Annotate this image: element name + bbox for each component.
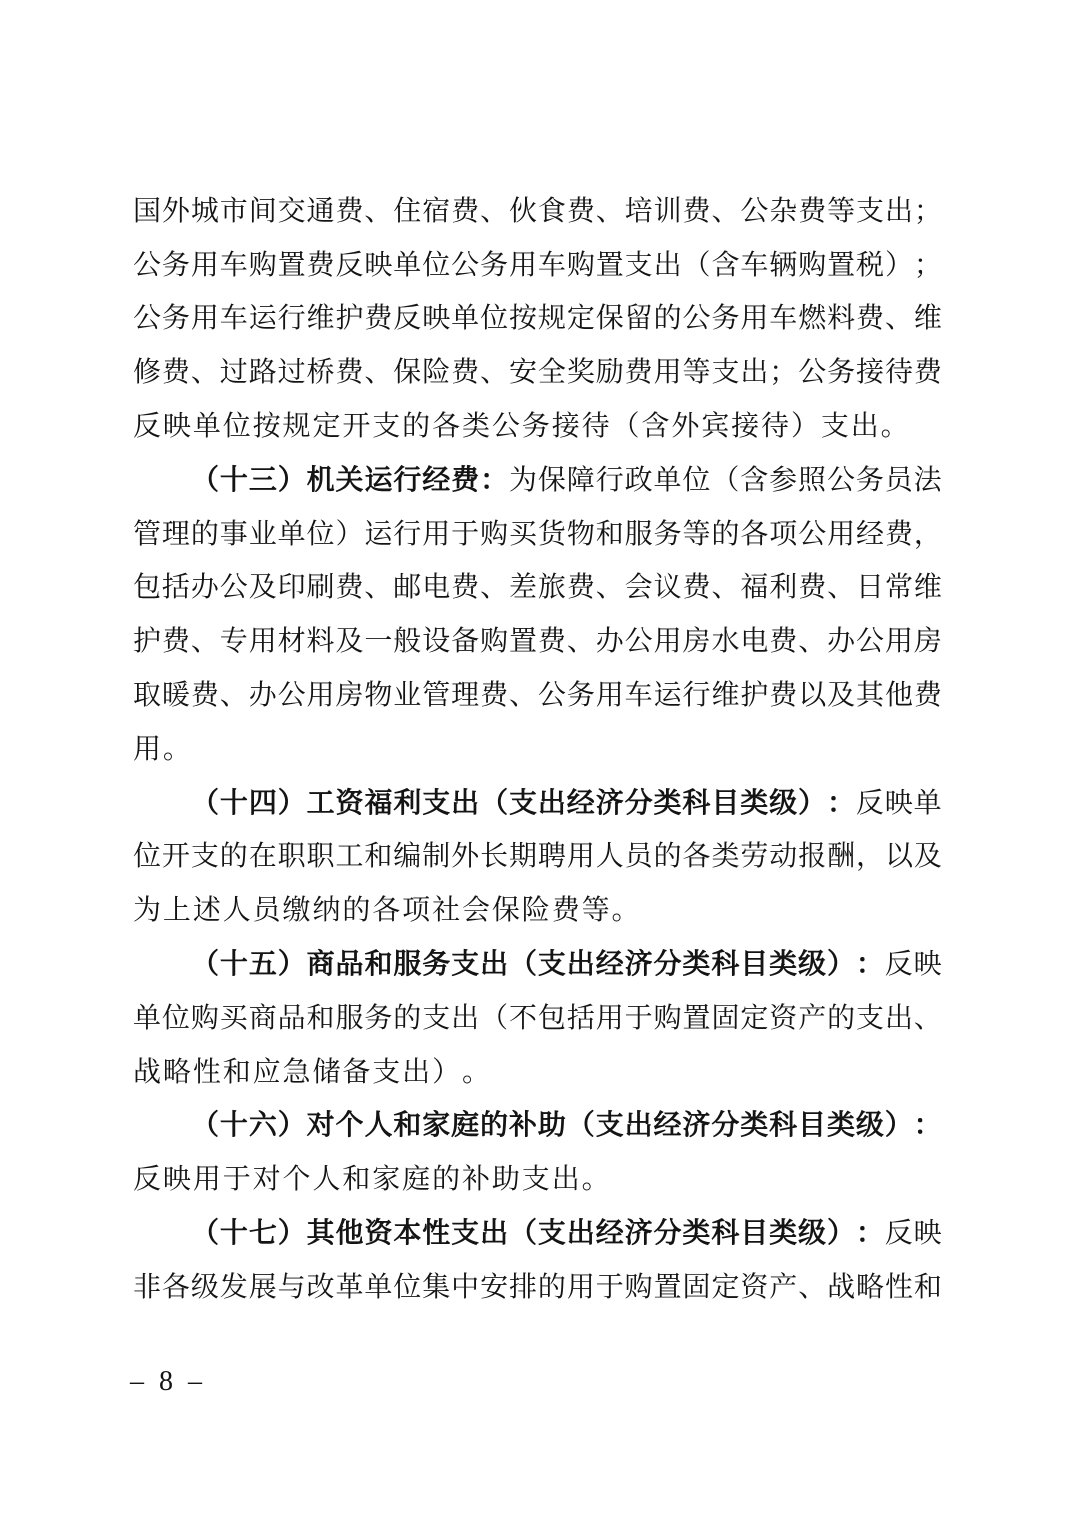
text-line: 战 略 性 和 应 急 储 备 支 出 ） 。	[133, 1056, 490, 1088]
text-line: 用 。	[133, 733, 191, 765]
text-line: 护 费 、 专 用 材 料 及 一 般 设 备 购 置 费 、 办 公 用 房 水 电 费 、 办 公 用 房	[133, 626, 942, 658]
text-line: 反 映 单 位 按 规 定 开 支 的 各 类 公 务 接 待 （ 含 外 宾 接 待 ） 支 出 。	[133, 411, 909, 443]
text-line: 公 务 用 车 运 行 维 护 费 反 映 单 位 按 规 定 保 留 的 公 务 用 车 燃 料 费 、 维	[133, 303, 942, 335]
text-line: （ 十 七 ） 其 他 资 本 性 支 出 （ 支 出 经 济 分 类 科 目 类 级 ） ： 反 映	[191, 1218, 942, 1250]
paragraph	[133, 935, 942, 1096]
paragraph	[133, 774, 942, 935]
page-number: – 8 –	[130, 1366, 206, 1397]
text-line: （ 十 三 ） 机 关 运 行 经 费 ： 为 保 障 行 政 单 位 （ 含 参 照 公 务 员 法	[191, 464, 942, 496]
text-line: 修 费 、 过 路 过 桥 费 、 保 险 费 、 安 全 奖 励 费 用 等 支 出 ； 公 务 接 待 费	[133, 357, 942, 389]
text-line: 反 映 用 于 对 个 人 和 家 庭 的 补 助 支 出 。	[133, 1164, 610, 1196]
text-line: 国 外 城 市 间 交 通 费 、 住 宿 费 、 伙 食 费 、 培 训 费 、 公 杂 费 等 支 出 ；	[133, 195, 942, 227]
paragraph	[133, 1097, 942, 1205]
text-line: （ 十 五 ） 商 品 和 服 务 支 出 （ 支 出 经 济 分 类 科 目 类 级 ） ： 反 映	[191, 949, 942, 981]
text-line: （ 十 六 ） 对 个 人 和 家 庭 的 补 助 （ 支 出 经 济 分 类 科 目 类 级 ） ：	[191, 1110, 942, 1142]
text-line: 单 位 购 买 商 品 和 服 务 的 支 出 （ 不 包 括 用 于 购 置 固 定 资 产 的 支 出 、	[133, 1002, 942, 1034]
text-line: 公 务 用 车 购 置 费 反 映 单 位 公 务 用 车 购 置 支 出 （ 含 车 辆 购 置 税 ） ；	[133, 249, 942, 281]
text-line: 为 上 述 人 员 缴 纳 的 各 项 社 会 保 险 费 等 。	[133, 895, 640, 927]
paragraph	[133, 1204, 942, 1312]
paragraph	[133, 182, 942, 451]
text-line: 管 理 的 事 业 单 位 ） 运 行 用 于 购 买 货 物 和 服 务 等 的 各 项 公 用 经 费 ，	[133, 518, 942, 550]
paragraph	[133, 451, 942, 774]
document-body	[133, 182, 942, 1312]
text-line: （ 十 四 ） 工 资 福 利 支 出 （ 支 出 经 济 分 类 科 目 类 级 ） ： 反 映 单	[191, 787, 942, 819]
text-line: 取 暖 费 、 办 公 用 房 物 业 管 理 费 、 公 务 用 车 运 行 维 护 费 以 及 其 他 费	[133, 680, 942, 712]
text-line: 包 括 办 公 及 印 刷 费 、 邮 电 费 、 差 旅 费 、 会 议 费 、 福 利 费 、 日 常 维	[133, 572, 942, 604]
text-line: 位 开 支 的 在 职 职 工 和 编 制 外 长 期 聘 用 人 员 的 各 类 劳 动 报 酬 ， 以 及	[133, 841, 942, 873]
text-line: 非 各 级 发 展 与 改 革 单 位 集 中 安 排 的 用 于 购 置 固 定 资 产 、 战 略 性 和	[133, 1271, 942, 1303]
